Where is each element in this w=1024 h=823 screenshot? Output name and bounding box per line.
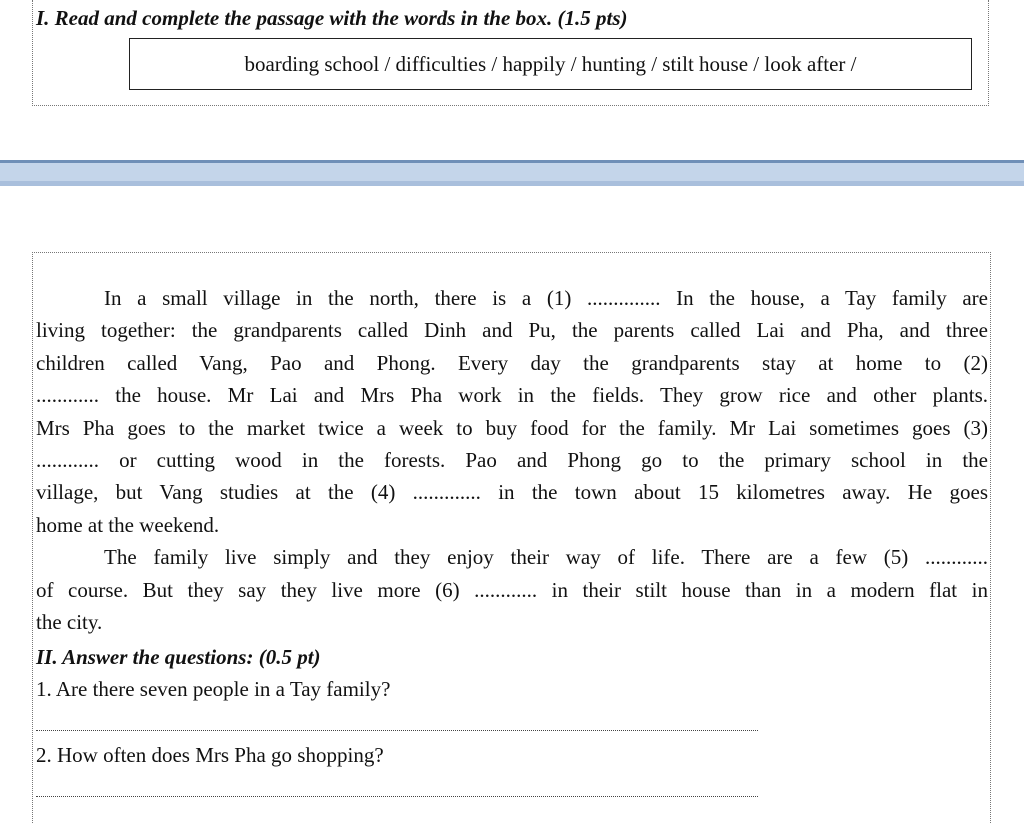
passage-line: The family live simply and they enjoy their way of life. There are a few (5) ............ — [104, 545, 988, 570]
passage-line: living together: the grandparents called Dinh and Pu, the parents called Lai and Pha, and three — [36, 318, 988, 343]
passage-line: ............ or cutting wood in the forests. Pao and Phong go to the primary school in the — [36, 448, 988, 473]
passage-line: children called Vang, Pao and Phong. Every day the grandparents stay at home to (2) — [36, 350, 988, 375]
answer-line-2 — [36, 796, 758, 797]
passage-line: Mrs Pha goes to the market twice a week to buy food for the family. Mr Lai sometimes goes (3) — [36, 415, 988, 440]
question-1: 1. Are there seven people in a Tay family? — [36, 677, 391, 701]
section1-heading: I. Read and complete the passage with the words in the box. (1.5 pts) — [36, 6, 628, 30]
word-box: boarding school / difficulties / happily / hunting / stilt house / look after / — [129, 38, 972, 90]
passage-line: of course. But they say they live more (6) ............ in their stilt house than in a modern flat in — [36, 577, 988, 602]
passage-line: home at the weekend. — [36, 512, 220, 537]
passage-line: village, but Vang studies at the (4) ............. in the town about 15 kilometres away. He goes — [36, 480, 988, 505]
answer-line-1 — [36, 730, 758, 731]
passage-line: In a small village in the north, there is a (1) .............. In the house, a Tay family are — [104, 286, 988, 310]
section2-heading: II. Answer the questions: (0.5 pt) — [36, 645, 321, 669]
question-2: 2. How often does Mrs Pha go shopping? — [36, 743, 384, 767]
passage-line: the city. — [36, 610, 103, 635]
passage — [36, 282, 988, 638]
page-gap-band — [0, 160, 1024, 186]
passage-line: ............ the house. Mr Lai and Mrs Pha work in the fields. They grow rice and other plants. — [36, 383, 988, 408]
